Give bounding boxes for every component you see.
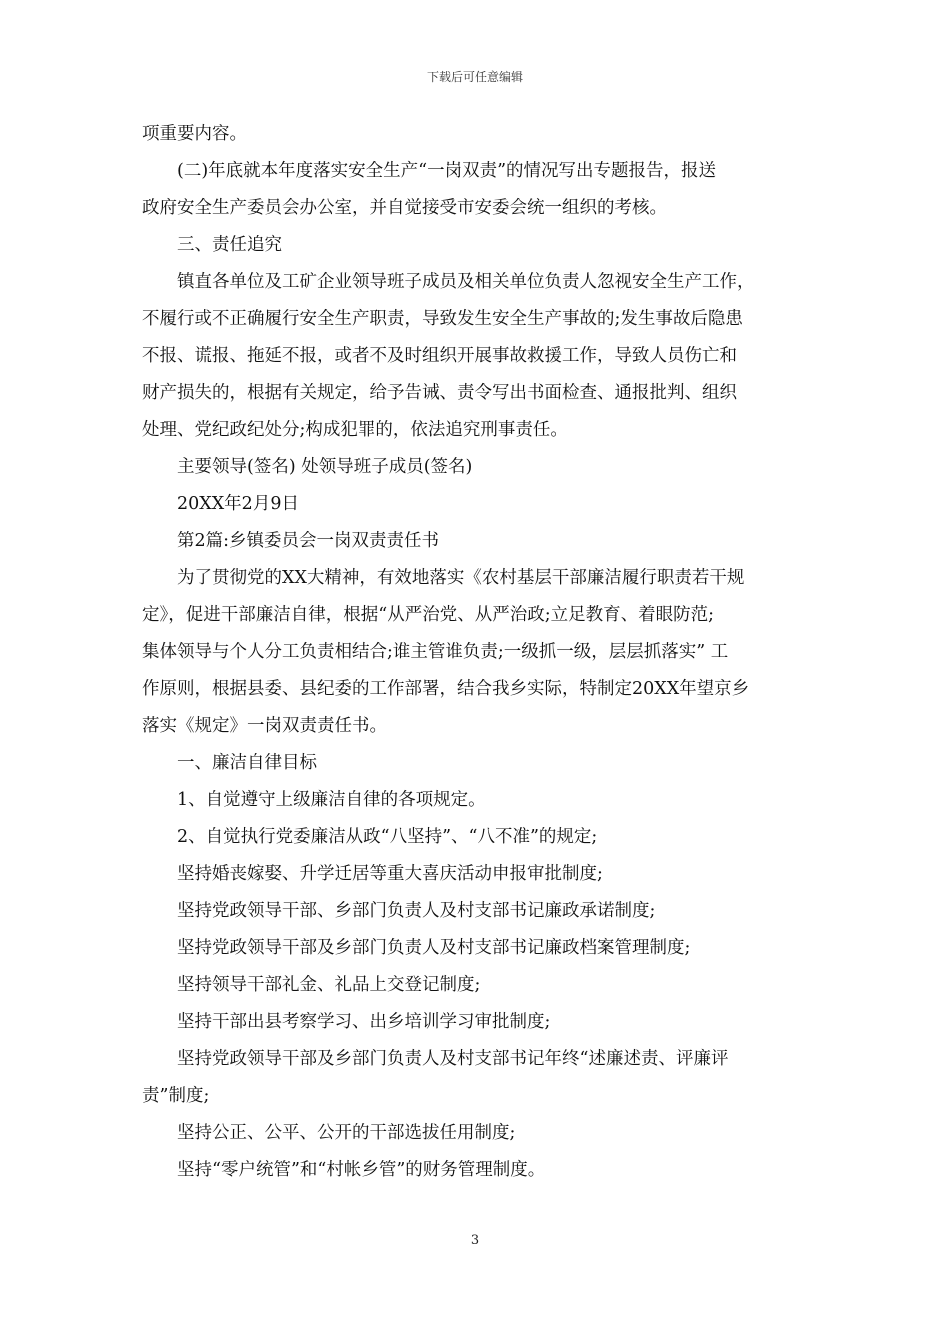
document-body [142, 116, 810, 1189]
text-line: 坚持公正、公平、公开的干部选拔任用制度; [177, 1123, 516, 1143]
list-item: 1、自觉遵守上级廉洁自律的各项规定。 [177, 790, 486, 810]
list-item: 2、自觉执行党委廉洁从政“八坚持”、“八不准”的规定; [177, 827, 598, 847]
text-line: 不报、谎报、拖延不报，或者不及时组织开展事故救援工作，导致人员伤亡和 [142, 346, 737, 366]
text-line: 财产损失的，根据有关规定，给予告诫、责令写出书面检查、通报批判、组织 [142, 383, 737, 403]
text-line: 责”制度; [142, 1086, 210, 1106]
text-line: 坚持“零户统管”和“村帐乡管”的财务管理制度。 [177, 1160, 546, 1180]
text-line: 不履行或不正确履行安全生产职责，导致发生安全生产事故的;发生事故后隐患 [142, 309, 743, 329]
date-line: 20XX年2月9日 [177, 494, 299, 514]
text-line: 坚持党政领导干部、乡部门负责人及村支部书记廉政承诺制度; [177, 901, 656, 921]
text-line: (二)年底就本年度落实安全生产“一岗双责”的情况写出专题报告，报送 [177, 161, 717, 181]
article-title: 第2篇:乡镇委员会一岗双责责任书 [177, 531, 440, 551]
text-line: 坚持婚丧嫁娶、升学迁居等重大喜庆活动申报审批制度; [177, 864, 603, 884]
text-line: 项重要内容。 [142, 124, 247, 144]
text-line: 集体领导与个人分工负责相结合;谁主管谁负责;一级抓一级，层层抓落实” 工 [142, 642, 729, 662]
section-heading: 一、廉洁自律目标 [177, 753, 317, 773]
text-line: 坚持领导干部礼金、礼品上交登记制度; [177, 975, 481, 995]
text-line: 政府安全生产委员会办公室，并自觉接受市安委会统一组织的考核。 [142, 198, 667, 218]
text-line: 落实《规定》一岗双责责任书。 [142, 716, 387, 736]
text-line: 镇直各单位及工矿企业领导班子成员及相关单位负责人忽视安全生产工作， [177, 272, 755, 292]
text-line: 坚持党政领导干部及乡部门负责人及村支部书记廉政档案管理制度; [177, 938, 691, 958]
text-line: 定》，促进干部廉洁自律，根据“从严治党、从严治政;立足教育、着眼防范; [142, 605, 714, 625]
section-heading: 三、责任追究 [177, 235, 282, 255]
text-line: 处理、党纪政纪处分;构成犯罪的，依法追究刑事责任。 [142, 420, 568, 440]
page-header: 下载后可任意编辑 [426, 70, 523, 84]
signature-line: 主要领导(签名) 处领导班子成员(签名) [177, 457, 473, 477]
text-line: 为了贯彻党的XX大精神，有效地落实《农村基层干部廉洁履行职责若干规 [177, 568, 745, 588]
text-line: 作原则，根据县委、县纪委的工作部署，结合我乡实际，特制定20XX年望京乡 [142, 679, 750, 699]
text-line: 坚持党政领导干部及乡部门负责人及村支部书记年终“述廉述责、评廉评 [177, 1049, 729, 1069]
text-line: 坚持干部出县考察学习、出乡培训学习审批制度; [177, 1012, 551, 1032]
page-number: 3 [470, 1233, 480, 1248]
